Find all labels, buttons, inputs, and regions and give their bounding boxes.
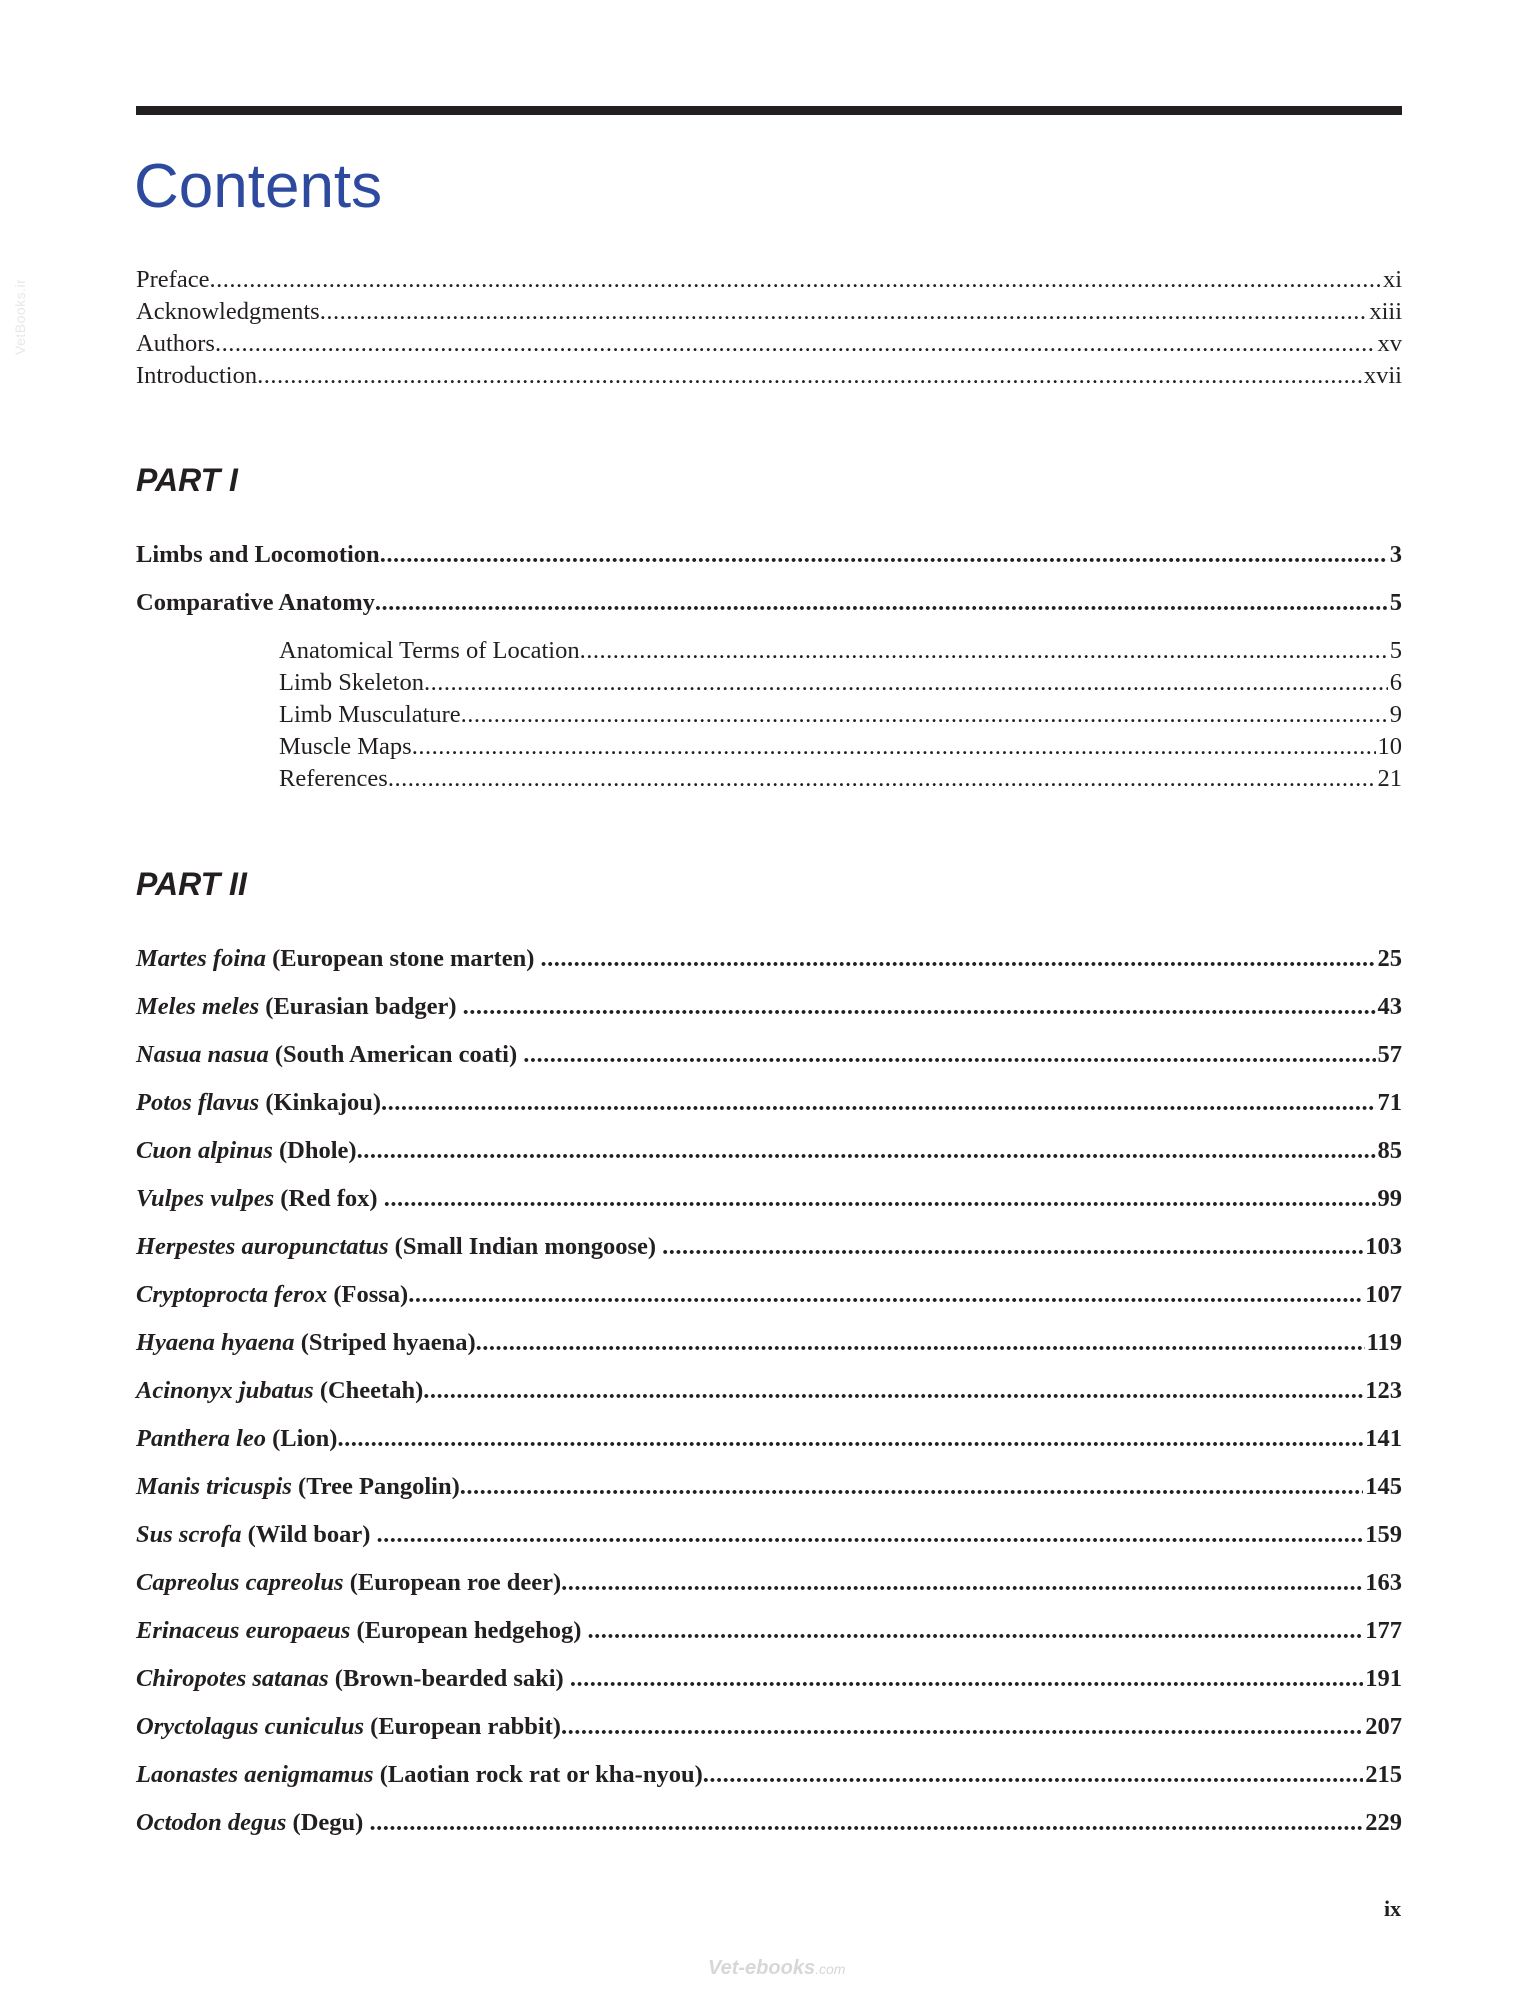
toc-page-number: 9 [1389,701,1402,728]
toc-page-number: 5 [1389,589,1402,616]
toc-section-limb-skeleton[interactable] [279,668,1402,698]
scientific-name: Acinonyx jubatus [136,1377,314,1404]
scientific-name: Octodon degus [136,1809,287,1836]
common-name: (Wild boar) [241,1521,377,1548]
toc-page-number: 6 [1389,669,1402,696]
scientific-name: Cryptoprocta ferox [136,1281,328,1308]
scientific-name: Martes foina [136,945,267,972]
scientific-name: Meles meles [136,993,260,1020]
toc-entry-label: Limb Skeleton [279,669,424,696]
common-name: (Dhole) [272,1137,357,1164]
common-name: (Eurasian badger) [259,993,463,1020]
toc-species-entry[interactable] [136,992,1402,1022]
dot-leader [703,1760,1364,1790]
dot-leader [408,1280,1363,1310]
toc-page-number: 107 [1365,1281,1402,1308]
toc-page-number: 21 [1377,765,1402,792]
toc-species-entry[interactable] [136,1088,1402,1118]
toc-species-entry[interactable] [136,1328,1402,1358]
dot-leader [460,1472,1363,1502]
dot-leader [375,588,1388,618]
scientific-name: Oryctolagus cuniculus [136,1713,365,1740]
common-name: (European stone marten) [266,945,541,972]
common-name: (Laotian rock rat or kha-nyou) [373,1761,703,1788]
toc-species-entry[interactable] [136,1040,1402,1070]
toc-page-number: xvii [1363,362,1402,389]
common-name: (European roe deer) [343,1569,562,1596]
dot-leader [523,1040,1375,1070]
common-name: (European rabbit) [364,1713,561,1740]
dot-leader [384,1184,1376,1214]
dot-leader [380,540,1388,570]
scientific-name: Vulpes vulpes [136,1185,275,1212]
toc-page-number: 163 [1365,1569,1402,1596]
dot-leader [561,1568,1363,1598]
toc-entry-label: References [279,765,388,792]
dot-leader [209,265,1380,295]
scientific-name: Laonastes aenigmamus [136,1761,374,1788]
toc-page-number: xiii [1369,298,1402,325]
toc-entry-label: Limb Musculature [279,701,461,728]
toc-page-number: 177 [1365,1617,1402,1644]
toc-page-number: 85 [1377,1137,1402,1164]
dot-leader [463,992,1376,1022]
dot-leader [320,297,1368,327]
common-name: (Cheetah) [313,1377,424,1404]
toc-page-number: 10 [1377,733,1402,760]
toc-page-number: 5 [1389,637,1402,664]
side-watermark: VetBooks.ir [12,278,28,355]
page-folio: ix [1384,1896,1402,1921]
scientific-name: Erinaceus europaeus [136,1617,351,1644]
toc-entry-label: Comparative Anatomy [136,589,375,616]
dot-leader [215,329,1376,359]
scientific-name: Panthera leo [136,1425,266,1452]
scientific-name: Potos flavus [136,1089,260,1116]
toc-species-entry[interactable] [136,1520,1402,1550]
toc-page-number: 25 [1377,945,1402,972]
toc-page-number: 207 [1365,1713,1402,1740]
toc-page-number: 215 [1365,1761,1402,1788]
dot-leader [424,668,1388,698]
toc-page-number: 103 [1365,1233,1402,1260]
common-name: (Kinkajou) [259,1089,382,1116]
common-name: (Lion) [266,1425,338,1452]
toc-species-entry[interactable] [136,1184,1402,1214]
footer-watermark-suffix: .com [815,1961,846,1977]
toc-species-entry[interactable] [136,1664,1402,1694]
dot-leader [257,361,1362,391]
common-name: (European hedgehog) [350,1617,588,1644]
scientific-name: Capreolus capreolus [136,1569,344,1596]
dot-leader [381,1088,1375,1118]
toc-species-entry[interactable] [136,1808,1402,1838]
toc-page-number: xv [1377,330,1402,357]
dot-leader [570,1664,1363,1694]
toc-entry-authors[interactable] [136,329,1402,359]
toc-entry-label: Anatomical Terms of Location [279,637,580,664]
scientific-name: Nasua nasua [136,1041,269,1068]
toc-species-entry[interactable] [136,1280,1402,1310]
page-title: Contents [134,152,383,221]
scientific-name: Chiropotes satanas [136,1665,329,1692]
common-name: (Tree Pangolin) [291,1473,460,1500]
toc-entry-label: Preface [136,266,210,293]
dot-leader [357,1136,1376,1166]
toc-species-entry[interactable] [136,944,1402,974]
dot-leader [337,1424,1363,1454]
dot-leader [388,764,1376,794]
footer-watermark [708,1957,845,1980]
common-name: (Striped hyaena) [294,1329,476,1356]
toc-species-entry[interactable] [136,1760,1402,1790]
toc-page-number: 71 [1377,1089,1402,1116]
dot-leader [580,636,1388,666]
common-name: (Degu) [286,1809,370,1836]
common-name: (Red fox) [274,1185,384,1212]
part-1-heading: PART I [136,462,238,498]
toc-page-number: 145 [1365,1473,1402,1500]
common-name: (Small Indian mongoose) [388,1233,663,1260]
toc-chapter-comparative-anatomy[interactable] [136,588,1402,618]
toc-entry-label: Acknowledgments [136,298,320,325]
toc-section-muscle-maps[interactable] [279,732,1402,762]
common-name: (South American coati) [268,1041,524,1068]
toc-section-limb-musculature[interactable] [279,700,1402,730]
toc-page-number: 123 [1365,1377,1402,1404]
toc-page-number: 57 [1377,1041,1402,1068]
dot-leader [561,1712,1363,1742]
toc-page-number: 159 [1365,1521,1402,1548]
scientific-name: Herpestes auropunctatus [136,1233,389,1260]
scientific-name: Cuon alpinus [136,1137,273,1164]
top-rule [136,106,1402,115]
toc-page-number: 141 [1365,1425,1402,1452]
common-name: (Fossa) [327,1281,409,1308]
toc-entry-acknowledgments[interactable] [136,297,1402,327]
dot-leader [476,1328,1365,1358]
toc-chapter-limbs-and-locomotion[interactable] [136,540,1402,570]
toc-page-number: xi [1382,266,1402,293]
toc-entry-label: Authors [136,330,215,357]
toc-page-number: 3 [1389,541,1402,568]
dot-leader [369,1808,1363,1838]
toc-page-number: 119 [1366,1329,1402,1356]
toc-species-entry[interactable] [136,1232,1402,1262]
dot-leader [662,1232,1363,1262]
toc-page-number: 229 [1365,1809,1402,1836]
scientific-name: Hyaena hyaena [136,1329,295,1356]
toc-species-entry[interactable] [136,1472,1402,1502]
toc-species-entry[interactable] [136,1136,1402,1166]
toc-species-entry[interactable] [136,1424,1402,1454]
toc-entry-label: Introduction [136,362,258,389]
dot-leader [412,732,1376,762]
toc-species-entry[interactable] [136,1712,1402,1742]
toc-page-number: 191 [1365,1665,1402,1692]
dot-leader [461,700,1388,730]
footer-watermark-main: Vet-ebooks [708,1957,816,1979]
part-2-heading: PART II [136,866,247,902]
toc-entry-introduction[interactable] [136,361,1402,391]
toc-species-entry[interactable] [136,1568,1402,1598]
dot-leader [541,944,1376,974]
toc-section-references[interactable] [279,764,1402,794]
dot-leader [377,1520,1364,1550]
toc-entry-label: Limbs and Locomotion [136,541,380,568]
toc-page-number: 99 [1377,1185,1402,1212]
toc-species-entry[interactable] [136,1376,1402,1406]
scientific-name: Sus scrofa [136,1521,242,1548]
dot-leader [423,1376,1363,1406]
toc-species-entry[interactable] [136,1616,1402,1646]
toc-entry-label: Muscle Maps [279,733,412,760]
common-name: (Brown-bearded saki) [328,1665,570,1692]
toc-page-number: 43 [1377,993,1402,1020]
dot-leader [588,1616,1364,1646]
scientific-name: Manis tricuspis [136,1473,292,1500]
toc-entry-preface[interactable] [136,265,1402,295]
toc-section-anatomical-terms[interactable] [279,636,1402,666]
